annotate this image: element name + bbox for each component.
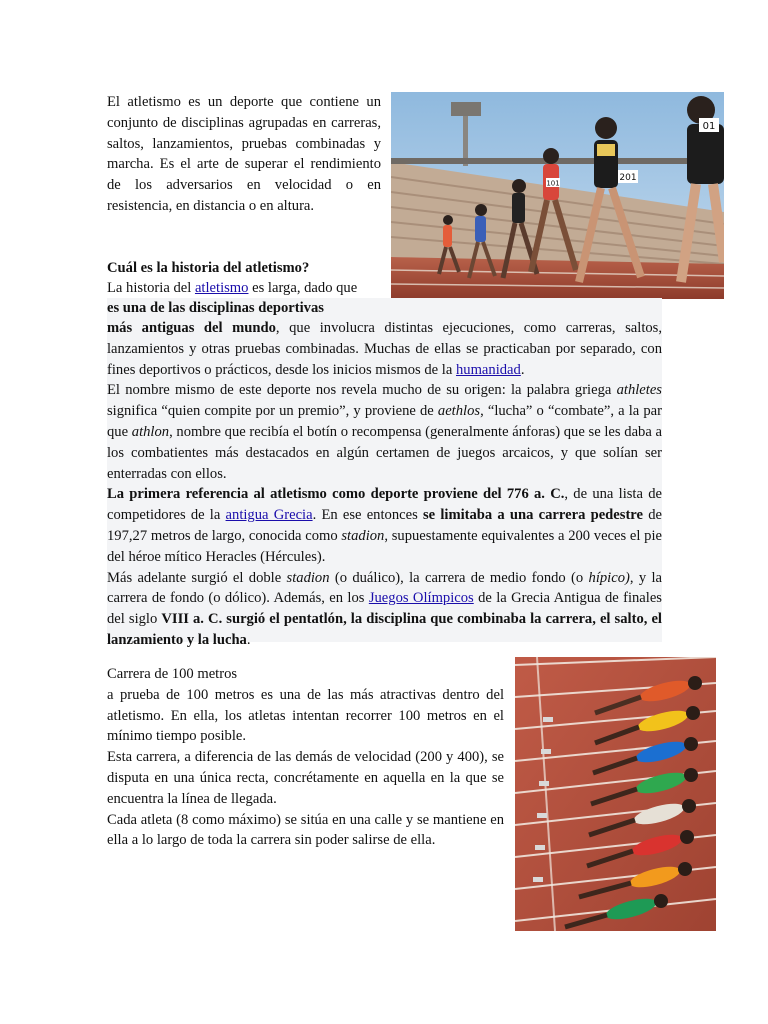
history-p1-text: , que involucra distintas ejecuciones, como carreras, saltos, lanzamientos y otras pruebas combinadas. Muchas de ellas se practicaban por separado, con fines deportivos o prácticos, desde los inicios mismos de la [107,320,662,378]
athletes-term: athletes [616,382,662,399]
athlon-term: athlon [131,423,170,440]
sprint-start-photo [515,657,716,931]
race100-heading: Carrera de 100 metros [107,666,238,682]
bib-number: 201 [619,173,637,183]
stadion-term: stadion [341,527,385,544]
history-p1-bold: es una de las disciplinas deportivas [107,300,324,316]
race100-paragraph-1: a prueba de 100 metros es una de las más atractivas dentro del atletismo. En ella, los atletas intentan recorrer 100 metros en el mínimo tiempo posible. [107,686,504,745]
stadion-term: stadion [286,569,330,586]
history-p1-bold-rest: más antiguas del mundo [107,320,276,336]
history-paragraph-2: El nombre mismo de este deporte nos revela mucho de su origen: la palabra griega athletes significa “quien compite por un premio”, y proviene de aethlos, “lucha” o “combate”, a la par que athlon, nombre que recibía el botín o recompensa (generalmente ánforas) que se les daba a los combatientes más destacados en algún certamen de juegos arcaicos, y que solían ser enterradas con ellos. [107,382,662,482]
history-heading-text: Cuál es la historia del atletismo? [107,260,310,276]
history-p1-text: . [520,361,525,378]
history-heading [107,258,387,279]
aethlos-term: aethlos [437,403,481,420]
sprinters-stadium-photo [391,92,724,299]
atletismo-link[interactable]: atletismo [194,280,249,296]
intro-paragraph [107,92,381,217]
hipico-term: hípico) [588,569,630,586]
history-p1-body-full [107,318,662,651]
history-p1-text: La historia del [107,280,195,296]
history-p1-text: es larga, dado que [248,280,358,296]
bib-number: 01 [702,121,716,132]
juegos-olimpicos-link[interactable]: Juegos Olímpicos [368,590,474,607]
history-paragraph-1-start [107,278,381,299]
bib-number: 101 [546,179,560,188]
race100-section [107,664,504,851]
antigua-grecia-link[interactable]: antigua Grecia [225,507,313,524]
race100-paragraph-3: Cada atleta (8 como máximo) se sitúa en una calle y se mantiene en ella a lo largo de toda la carrera sin poder salirse de ella. [107,811,504,849]
intro-text: El atletismo es un deporte que contiene un conjunto de disciplinas agrupadas en carreras, saltos, lanzamientos, pruebas combinadas y marcha. Es el arte de superar el rendimiento de los adversarios en velocidad o en resistencia, en distancia o en altura. [107,94,381,214]
humanidad-link[interactable]: humanidad [455,361,521,378]
history-paragraph-3: La primera referencia al atletismo como deporte proviene del 776 a. C., de una lista de competidores de la antigua Grecia. En ese entonces se limitaba a una carrera pedestre de 197,27 metros de largo, conocida como stadion, supuestamente equivalentes a 200 veces el pie del héroe mítico Heracles (Hércules). [107,486,662,565]
history-p1-body [107,298,381,319]
history-paragraph-4: Más adelante surgió el doble stadion (o duálico), la carrera de medio fondo (o hípico), y la carrera de fondo (o dólico). Además, en los Juegos Olímpicos de la Grecia Antigua de finales del siglo VIII a. C. surgió el pentatlón, la disciplina que combinaba la carrera, el salto, el lanzamiento y la lucha. [107,569,662,648]
race100-paragraph-2: Esta carrera, a diferencia de las demás de velocidad (200 y 400), se disputa en una única recta, concrétamente en aquella en la que se encuentra la línea de llegada. [107,749,504,807]
